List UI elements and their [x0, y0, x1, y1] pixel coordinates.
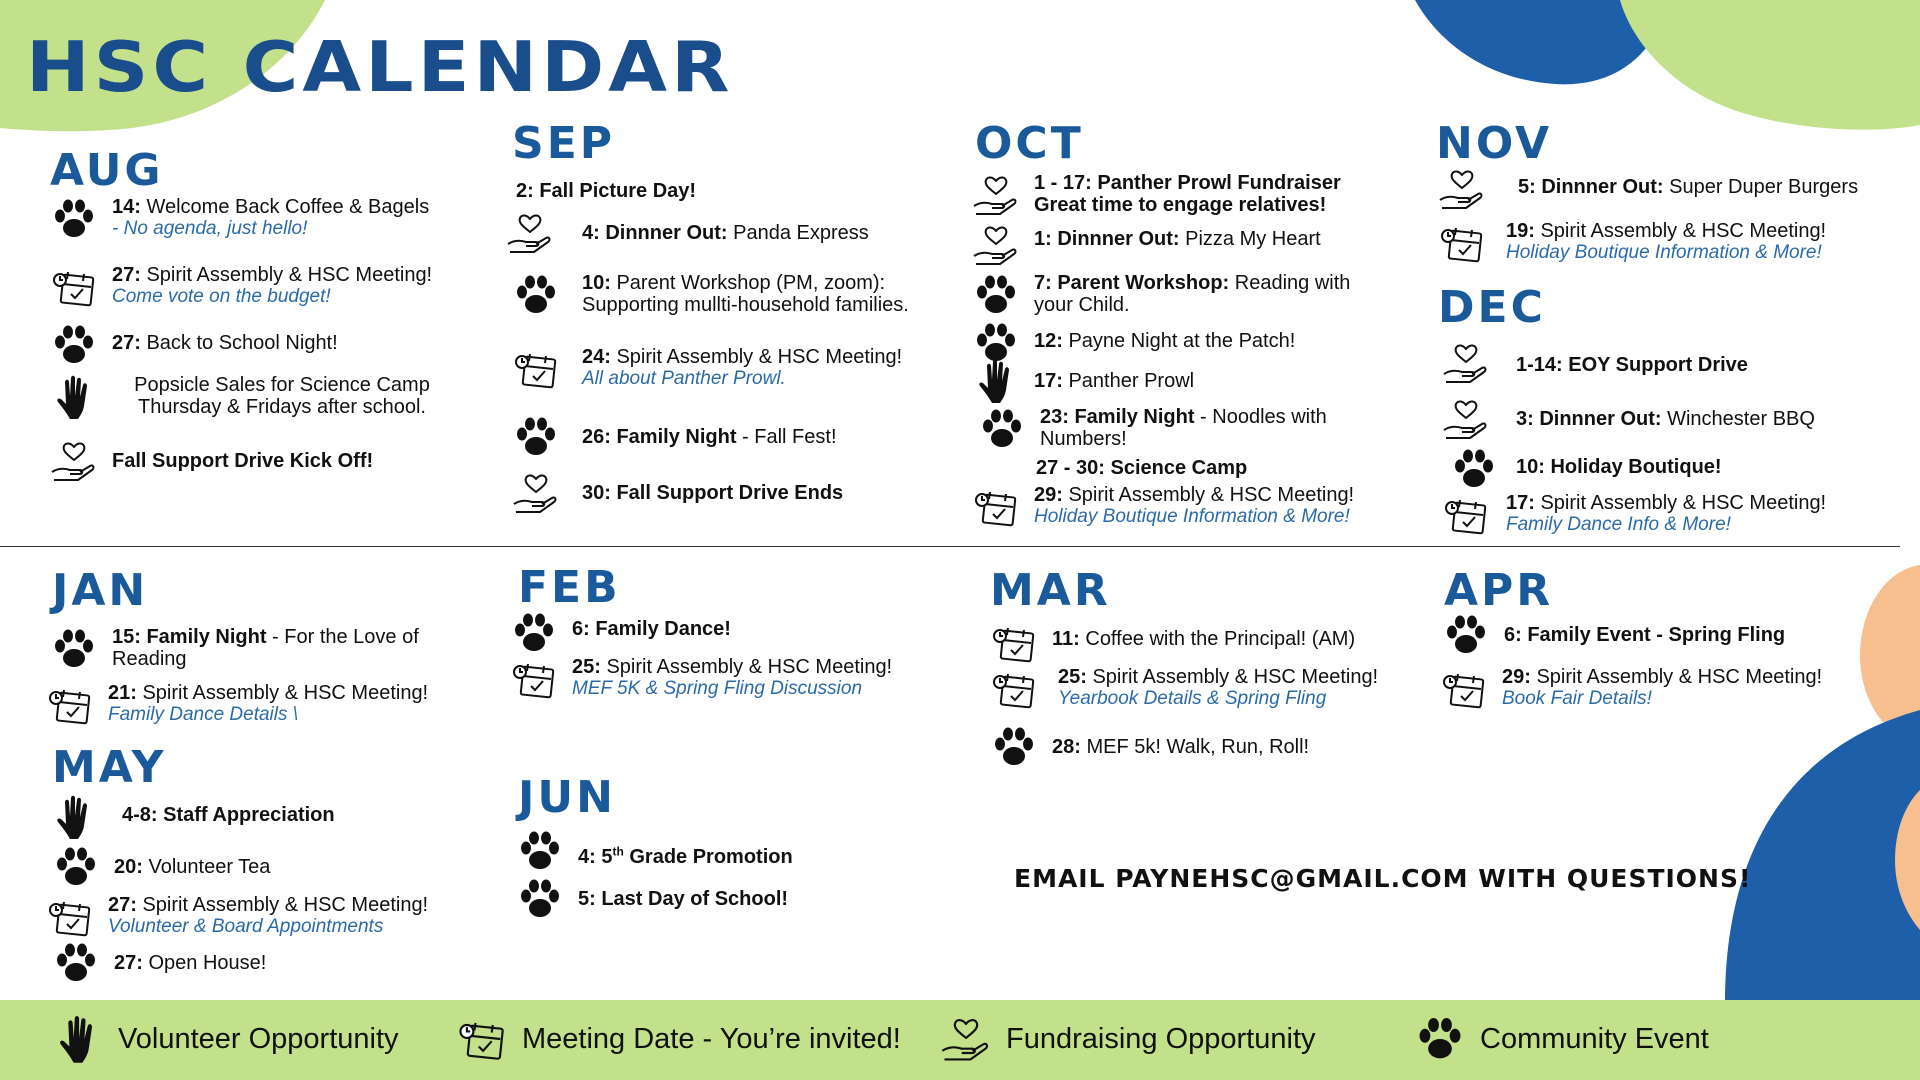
month-nov: NOV: [1436, 118, 1553, 169]
event-bold: 25:: [1058, 666, 1087, 688]
month-apr: APR: [1444, 565, 1554, 616]
event-dec-2: [1440, 396, 1890, 442]
event-aug-4: [48, 374, 478, 420]
calendar-icon: [970, 484, 1022, 530]
paw-icon: [1448, 446, 1500, 492]
heart-hand-icon: [510, 470, 562, 516]
hand-icon: [48, 794, 100, 840]
event-feb-2: [508, 656, 968, 702]
event-bold: 23: Family Night: [1040, 406, 1195, 428]
event-bold: 12:: [1034, 330, 1063, 352]
event-oct-8: [970, 484, 1420, 530]
paw-icon: [514, 876, 566, 922]
event-oct-3: [970, 272, 1410, 318]
event-may-3: [44, 894, 494, 940]
heart-hand-icon: [938, 1012, 994, 1066]
month-sep: SEP: [512, 118, 615, 169]
event-bold: 25:: [572, 656, 601, 678]
event-aug-3: [48, 322, 478, 368]
month-dec: DEC: [1438, 282, 1546, 333]
paw-icon: [48, 196, 100, 242]
event-oct-7: [1036, 457, 1416, 479]
event-sub: Volunteer & Board Appointments: [108, 916, 384, 937]
event-bold: 6: Family Event - Spring Fling: [1504, 624, 1786, 646]
event-sub: Holiday Boutique Information & More!: [1506, 242, 1822, 263]
heart-hand-icon: [48, 438, 100, 484]
heart-hand-icon: [1440, 396, 1492, 442]
event-bold: 27:: [114, 952, 143, 974]
event-sep-5: [510, 414, 960, 460]
event-may-4: [50, 940, 490, 986]
paw-icon: [48, 626, 100, 672]
event-bold: 1 - 17: Panther Prowl Fundraiser Great time to engage relatives!: [1034, 172, 1341, 216]
legend-meeting: [454, 1012, 901, 1066]
event-bold: 27 - 30: Science Camp: [1036, 457, 1248, 479]
legend-volunteer: [50, 1012, 399, 1066]
legend-label: Fundraising Opportunity: [1006, 1022, 1316, 1055]
event-bold: 29:: [1034, 484, 1063, 506]
event-text: Spirit Assembly & HSC Meeting!: [136, 682, 429, 704]
event-bold: 4: Dinnner Out:: [582, 222, 728, 244]
event-text: Spirit Assembly & HSC Meeting!: [1086, 666, 1379, 688]
event-oct-2: [970, 222, 1410, 268]
event-dec-1: [1440, 340, 1890, 386]
section-divider: [0, 546, 1900, 547]
event-text: Spirit Assembly & HSC Meeting!: [1534, 220, 1827, 242]
event-text: Reading with your Child.: [1034, 272, 1351, 316]
heart-hand-icon: [970, 172, 1022, 218]
calendar-icon: [988, 666, 1040, 712]
event-dec-3: [1448, 446, 1898, 492]
event-sub: Come vote on the budget!: [112, 286, 331, 307]
event-jan-1: [48, 626, 498, 672]
event-bold: 10: Holiday Boutique!: [1516, 456, 1722, 478]
event-bold: 28:: [1052, 736, 1081, 758]
event-sub: Yearbook Details & Spring Fling: [1058, 688, 1327, 709]
event-bold: 1: Dinnner Out:: [1034, 228, 1180, 250]
event-bold: 4-8: Staff Appreciation: [122, 804, 335, 826]
event-aug-2: [48, 264, 478, 310]
hand-icon: [970, 358, 1022, 404]
event-aug-5: [48, 438, 478, 484]
heart-hand-icon: [1440, 340, 1492, 386]
event-bold: 20:: [114, 856, 143, 878]
month-mar: MAR: [990, 565, 1111, 616]
event-text: Panda Express: [727, 222, 869, 244]
event-mar-1: [988, 620, 1448, 666]
green-blob-top-right: [1620, 0, 1920, 135]
event-bold: 7: Parent Workshop:: [1034, 272, 1230, 294]
event-bold: 4: 5th Grade Promotion: [578, 844, 793, 868]
event-text: Spirit Assembly & HSC Meeting!: [1530, 666, 1823, 688]
event-sep-1: [516, 180, 956, 202]
calendar-icon: [510, 346, 562, 392]
event-bold: 29:: [1502, 666, 1531, 688]
paw-icon: [48, 322, 100, 368]
event-may-1: [48, 794, 488, 840]
event-bold: 5: Last Day of School!: [578, 888, 789, 910]
calendar-icon: [1440, 492, 1492, 538]
event-oct-1: [970, 172, 1410, 218]
legend-fundraising: [938, 1012, 1316, 1066]
event-text: Coffee with the Principal! (AM): [1079, 628, 1356, 650]
event-text: Pizza My Heart: [1179, 228, 1321, 250]
hand-icon: [50, 1012, 106, 1066]
event-bold: 5: Dinnner Out:: [1518, 176, 1664, 198]
event-text: Spirit Assembly & HSC Meeting!: [600, 656, 893, 678]
event-text: Spirit Assembly & HSC Meeting!: [610, 346, 903, 368]
event-may-2: [50, 844, 490, 890]
event-bold: 26: Family Night: [582, 426, 737, 448]
paw-icon: [510, 414, 562, 460]
event-bold: 10:: [582, 272, 611, 294]
event-apr-2: [1438, 666, 1878, 712]
calendar-icon: [44, 682, 96, 728]
event-text: Open House!: [142, 952, 267, 974]
event-sub: All about Panther Prowl.: [582, 368, 786, 389]
hand-icon: [48, 374, 100, 420]
event-bold: 17:: [1034, 370, 1063, 392]
event-sub: Holiday Boutique Information & More!: [1034, 506, 1350, 527]
event-mar-3: [988, 724, 1448, 770]
event-oct-5: [970, 358, 1410, 404]
event-text: Spirit Assembly & HSC Meeting!: [1534, 492, 1827, 514]
event-text: Welcome Back Coffee & Bagels: [140, 196, 430, 218]
event-text: - Noodles with Numbers!: [1040, 406, 1327, 450]
legend-label: Community Event: [1480, 1022, 1709, 1055]
event-text: Back to School Night!: [140, 332, 338, 354]
event-bold: 1-14: EOY Support Drive: [1516, 354, 1748, 376]
paw-icon: [50, 940, 102, 986]
event-nov-2: [1436, 220, 1896, 266]
heart-hand-icon: [970, 222, 1022, 268]
event-sep-2: [504, 210, 954, 256]
event-bold: 11:: [1052, 628, 1080, 650]
month-may: MAY: [52, 742, 167, 793]
event-sub: Family Dance Info & More!: [1506, 514, 1731, 535]
event-bold: 14:: [112, 196, 141, 218]
month-jan: JAN: [52, 565, 149, 616]
month-jun: JUN: [518, 772, 616, 823]
event-sep-3: [510, 272, 960, 318]
event-sub: MEF 5K & Spring Fling Discussion: [572, 678, 863, 699]
calendar-icon: [988, 620, 1040, 666]
heart-hand-icon: [1436, 166, 1488, 212]
event-text: Payne Night at the Patch!: [1062, 330, 1296, 352]
paw-icon: [514, 828, 566, 874]
event-feb-1: [508, 610, 958, 656]
calendar-icon: [48, 264, 100, 310]
event-text: Parent Workshop (PM, zoom): Supporting mullti-household families.: [582, 272, 909, 316]
event-bold: 21:: [108, 682, 137, 704]
event-sep-6: [510, 470, 960, 516]
event-text: Super Duper Burgers: [1663, 176, 1859, 198]
event-text: Spirit Assembly & HSC Meeting!: [136, 894, 429, 916]
event-mar-2: [988, 666, 1448, 712]
event-bold: 30: Fall Support Drive Ends: [582, 482, 844, 504]
event-sub: Family Dance Details \: [108, 704, 299, 725]
paw-icon: [976, 406, 1028, 452]
event-sub: - No agenda, just hello!: [112, 218, 308, 239]
event-text: - Fall Fest!: [736, 426, 837, 448]
calendar-icon: [1436, 220, 1488, 266]
month-oct: OCT: [975, 118, 1084, 169]
month-feb: FEB: [518, 562, 621, 613]
event-aug-1: [48, 196, 478, 242]
event-jun-1: [514, 828, 954, 874]
event-jun-2: [514, 876, 954, 922]
event-text: Popsicle Sales for Science Camp Thursday & Fridays after school.: [134, 374, 430, 418]
heart-hand-icon: [504, 210, 556, 256]
month-aug: AUG: [50, 145, 164, 196]
page-title: HSC CALENDAR: [26, 25, 734, 108]
paw-icon: [1440, 612, 1492, 658]
event-dec-4: [1440, 492, 1900, 538]
event-bold: 3: Dinnner Out:: [1516, 408, 1662, 430]
event-bold: 2: Fall Picture Day!: [516, 180, 697, 202]
calendar-icon: [508, 656, 560, 702]
calendar-icon: [44, 894, 96, 940]
legend-label: Meeting Date - You’re invited!: [522, 1022, 901, 1055]
event-bold: 27:: [112, 264, 141, 286]
paw-icon: [1412, 1012, 1468, 1066]
blue-blob-bottom-right: [1725, 710, 1920, 1002]
event-text: Panther Prowl: [1062, 370, 1195, 392]
event-sub: Book Fair Details!: [1502, 688, 1652, 709]
contact-email[interactable]: EMAIL PAYNEHSC@GMAIL.COM WITH QUESTIONS!: [1014, 864, 1752, 893]
event-text: - For the Love of Reading: [112, 626, 419, 670]
paw-icon: [508, 610, 560, 656]
event-bold: 17:: [1506, 492, 1535, 514]
event-nov-1: [1436, 166, 1886, 212]
event-bold: 27:: [112, 332, 141, 354]
event-bold: 24:: [582, 346, 611, 368]
paw-icon: [510, 272, 562, 318]
event-bold: 19:: [1506, 220, 1535, 242]
legend-community: [1412, 1012, 1709, 1066]
event-text: MEF 5k! Walk, Run, Roll!: [1080, 736, 1310, 758]
event-bold: 6: Family Dance!: [572, 618, 731, 640]
event-bold: 15: Family Night: [112, 626, 267, 648]
paw-icon: [970, 272, 1022, 318]
event-oct-6: [976, 406, 1416, 452]
event-text: Winchester BBQ: [1661, 408, 1815, 430]
paw-icon: [988, 724, 1040, 770]
peach-blob-bottom-right: [1895, 790, 1920, 930]
event-text: Spirit Assembly & HSC Meeting!: [140, 264, 433, 286]
event-jan-2: [44, 682, 494, 728]
legend-label: Volunteer Opportunity: [118, 1022, 399, 1055]
event-bold: 27:: [108, 894, 137, 916]
calendar-icon: [1438, 666, 1490, 712]
event-bold: Fall Support Drive Kick Off!: [112, 450, 374, 472]
event-text: Spirit Assembly & HSC Meeting!: [1062, 484, 1355, 506]
paw-icon: [50, 844, 102, 890]
event-text: Volunteer Tea: [142, 856, 271, 878]
event-apr-1: [1440, 612, 1880, 658]
calendar-icon: [454, 1012, 510, 1066]
event-sep-4: [510, 346, 960, 392]
